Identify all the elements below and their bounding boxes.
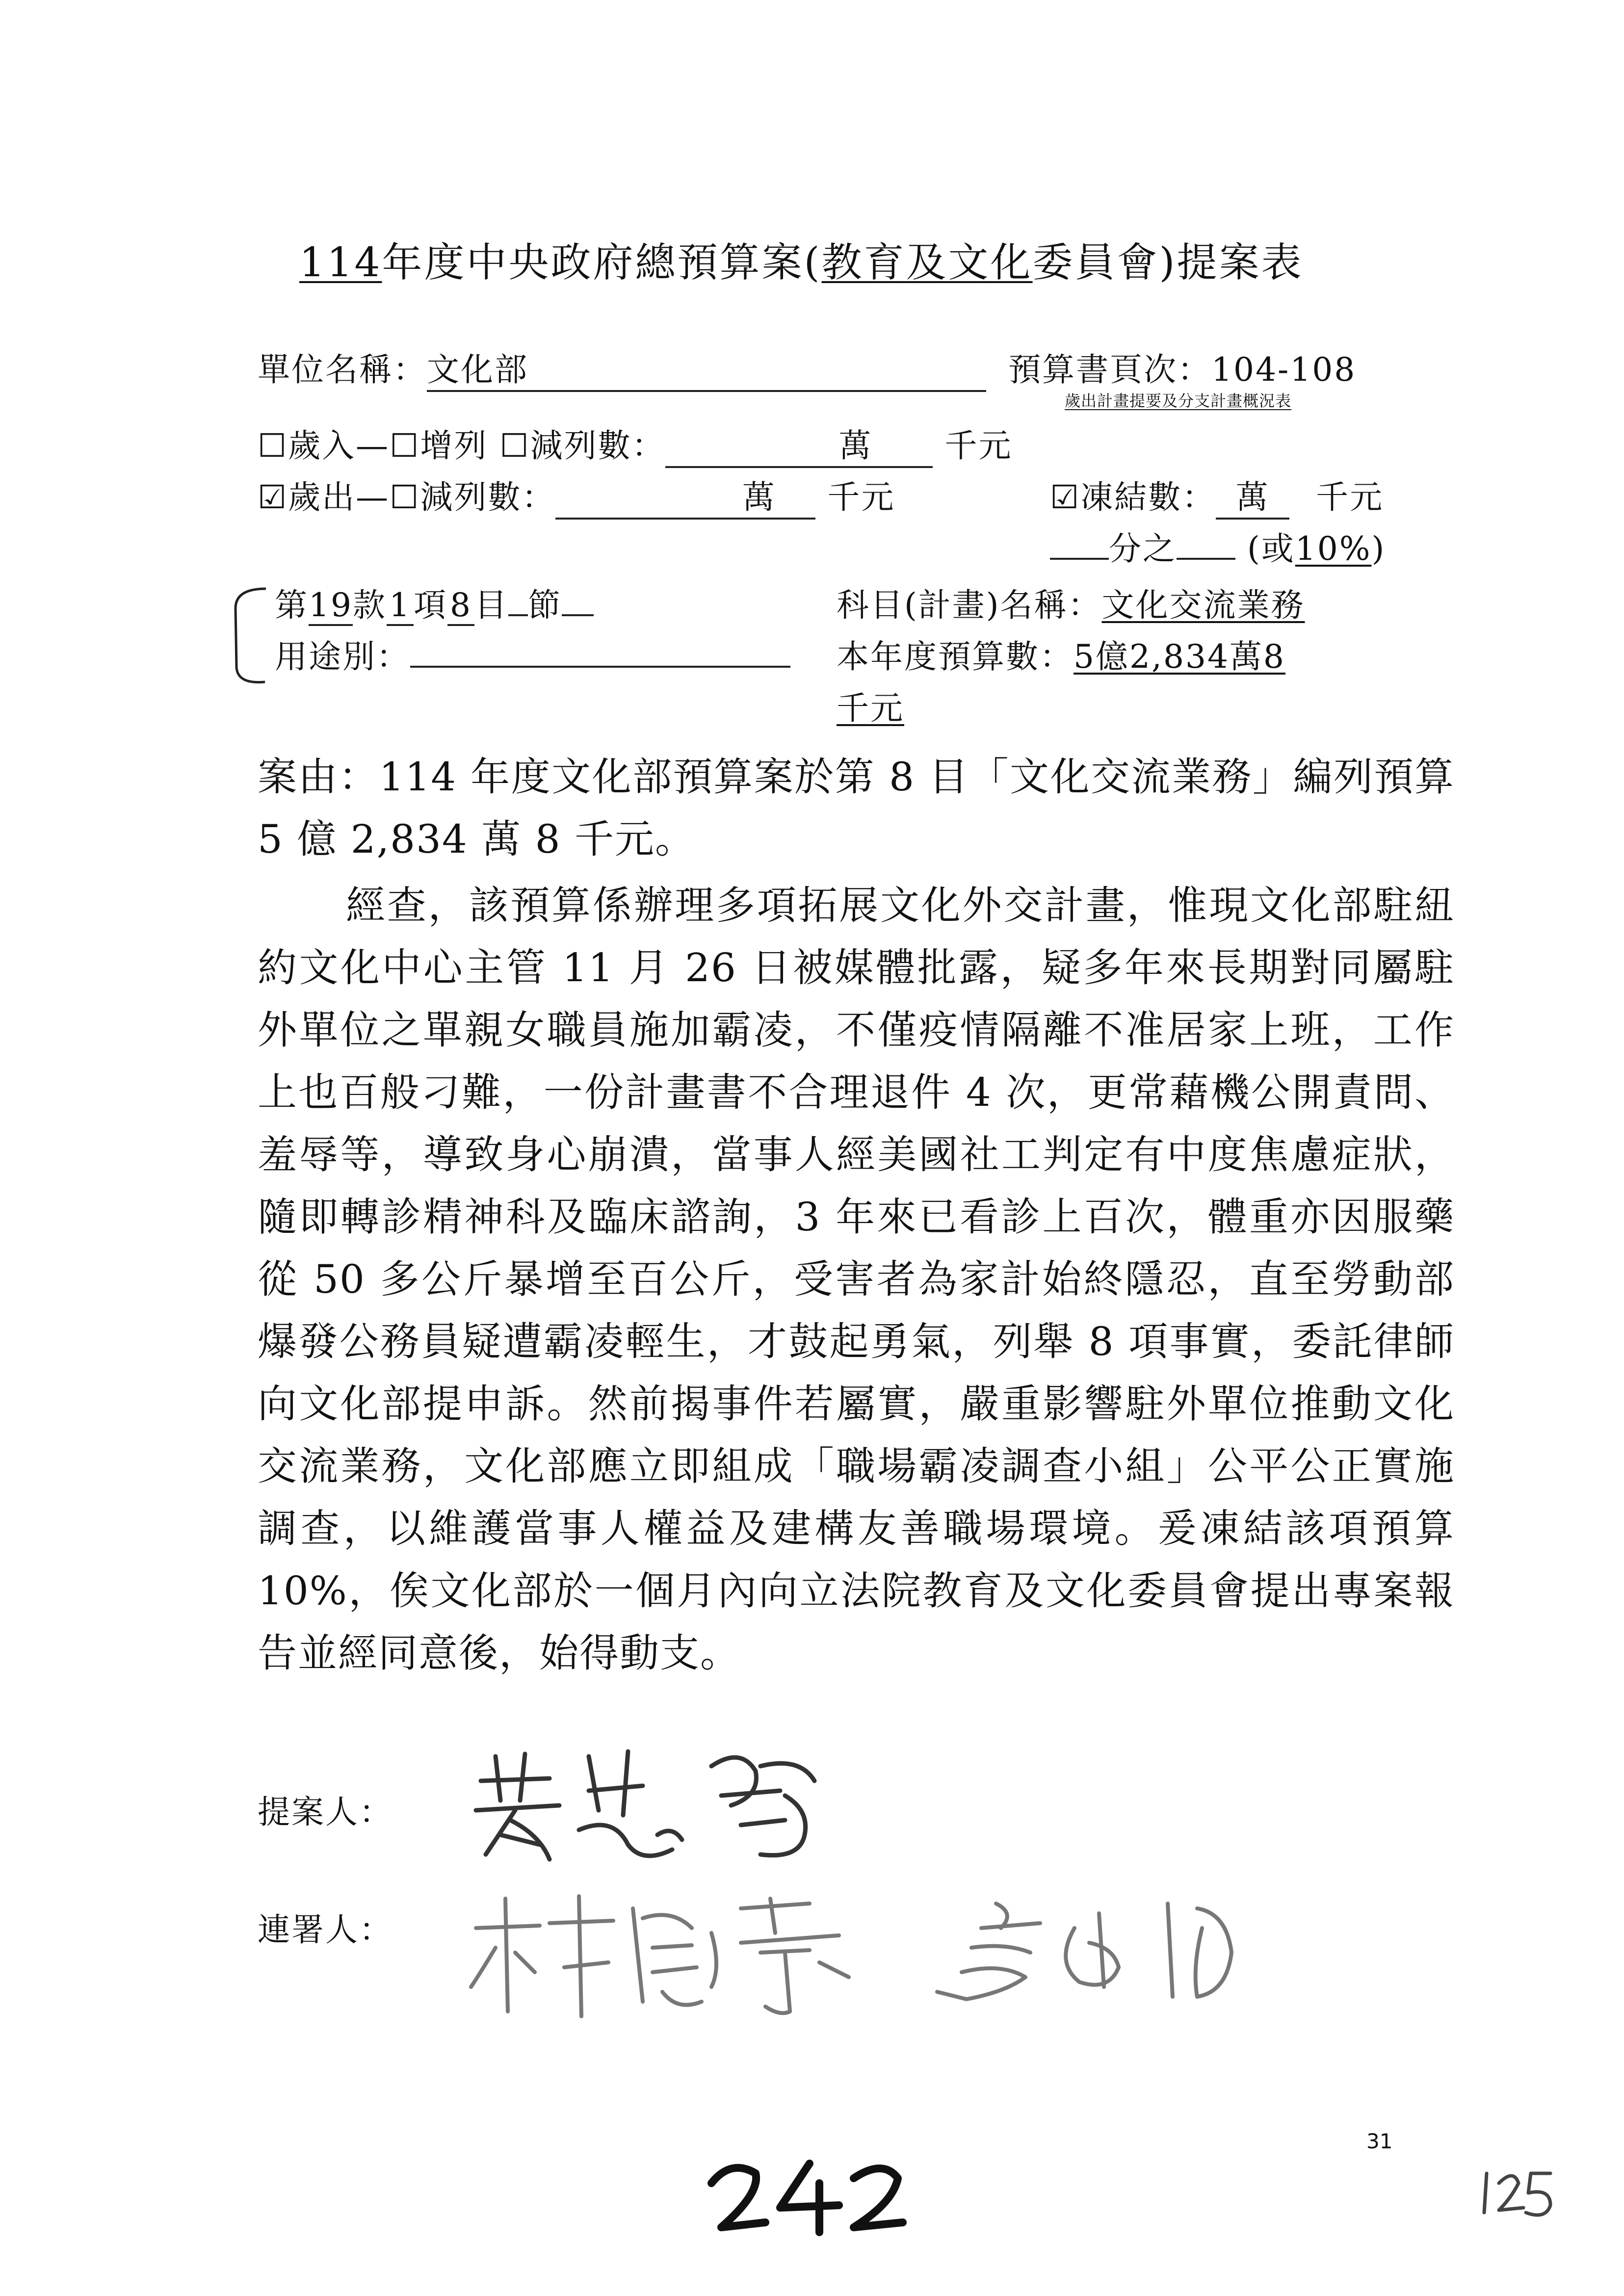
- usage-label: 用途別：: [275, 638, 410, 676]
- item-jie-label: 節: [528, 586, 562, 624]
- budget-page-note: 歲出計畫提要及分支計畫概況表: [1065, 391, 1292, 410]
- subject-label: 科目(計畫)名稱：: [837, 586, 1102, 624]
- usage-blank: [410, 666, 790, 668]
- fraction-row: [1050, 522, 1386, 569]
- revenue-row: [258, 419, 1012, 468]
- freeze-row: [1050, 471, 1384, 520]
- freeze-qian: 千元: [1316, 478, 1384, 516]
- revenue-qian: 千元: [944, 427, 1013, 465]
- freeze-wan: 萬: [1216, 471, 1289, 520]
- budget-value-2: 千元: [837, 689, 904, 727]
- unit-value: 文化部: [427, 343, 986, 392]
- subject-value: 文化交流業務: [1101, 586, 1305, 624]
- item-jie-blank: [508, 614, 528, 616]
- unit-label: 單位名稱：: [258, 351, 427, 389]
- expense-qian: 千元: [827, 478, 895, 516]
- page-number: 31: [1366, 2129, 1393, 2153]
- item-jie-trailing-blank: [562, 614, 594, 616]
- expense-wan: 萬: [742, 478, 776, 516]
- proposer-signature: [466, 1737, 859, 1874]
- budget-label: 本年度預算數：: [837, 638, 1074, 676]
- item-kuan: 19: [309, 586, 353, 626]
- freeze-label: ☑凍結數：: [1050, 478, 1216, 516]
- budget-page-label: 預算書頁次：104-108: [1008, 351, 1357, 389]
- handwritten-number-main: [702, 2149, 908, 2242]
- item-mu: 8: [447, 586, 474, 626]
- fraction-fen-zhi: 分之: [1109, 530, 1177, 568]
- fraction-blank-2: [1177, 558, 1235, 560]
- item-di: 第: [275, 586, 309, 624]
- budget-value-1: 5億2,834萬8: [1074, 638, 1285, 676]
- revenue-wan: 萬: [838, 427, 873, 465]
- budget-row: [837, 630, 1285, 677]
- fraction-blank-1: [1050, 558, 1109, 560]
- item-row: [275, 579, 594, 626]
- item-mu-label: 目: [474, 586, 508, 624]
- handwritten-number-corner: [1477, 2159, 1560, 2222]
- item-xiang: 1: [387, 586, 414, 626]
- usage-row: [275, 630, 790, 677]
- expense-row: [258, 471, 895, 520]
- case-detail: 經查，該預算係辦理多項拓展文化外交計畫，惟現文化部駐紐約文化中心主管 11 月 26 日被媒體批露，疑多年來長期對同屬駐外單位之單親女職員施加霸凌，不僅疫情隔離不准居家上班，工作上也百般刁難，一份計畫書不合理退件 4 次，更常藉機公開責問、羞辱等，導致身心崩潰，當事人經美國社工判定有中度焦慮症狀，隨即轉診精神科及臨床諮詢，3 年來已看診上百次，體重亦因服藥從 50 多公斤暴增至百公斤，受害者為家計始終隱忍，直至勞動部爆發公務員疑遭霸凌輕生，才鼓起勇氣，列舉 8 項事實，委託律師向文化部提申訴。然前揭事件若屬實，嚴重影響駐外單位推動文化交流業務，文化部應立即組成「職場霸凌調查小組」公平公正實施調查，以維護當事人權益及建構友善職場環境。爰凍結該項預算 10%，俟文化部於一個月內向立法院教育及文化委員會提出專案報告並經同意後，始得動支。: [258, 883, 1455, 1676]
- bracket-mark: [226, 579, 270, 692]
- title-part2: 委員會)提案表: [1032, 239, 1304, 286]
- title-year: 114: [299, 239, 382, 286]
- proposer-label: 提案人：: [258, 1793, 393, 1831]
- cosigner-signature-1: [466, 1889, 883, 2021]
- revenue-wan-blank: [665, 419, 933, 468]
- cosigner-label: 連署人：: [258, 1911, 393, 1949]
- document-title: [299, 231, 1304, 288]
- fraction-or-open: (或: [1247, 530, 1295, 568]
- title-committee: 教育及文化: [821, 239, 1033, 286]
- fraction-percent: 10%: [1295, 530, 1372, 568]
- case-body: [258, 746, 1455, 1684]
- revenue-label: ☐歲入—☐增列 ☐減列數：: [258, 427, 666, 465]
- item-kuan-label: 款: [353, 586, 387, 624]
- fraction-or-close: ): [1371, 530, 1386, 568]
- unit-row: [258, 343, 986, 392]
- case-reason: 案由：114 年度文化部預算案於第 8 目「文化交流業務」編列預算 5 億 2,834 萬 8 千元。: [258, 754, 1455, 862]
- expense-wan-blank: [555, 471, 815, 520]
- title-part1: 年度中央政府總預算案(: [382, 239, 822, 286]
- expense-label: ☑歲出—☐減列數：: [258, 478, 556, 516]
- subject-row: [837, 579, 1305, 626]
- item-xiang-label: 項: [414, 586, 447, 624]
- cosigner-signature-2: [932, 1894, 1315, 2007]
